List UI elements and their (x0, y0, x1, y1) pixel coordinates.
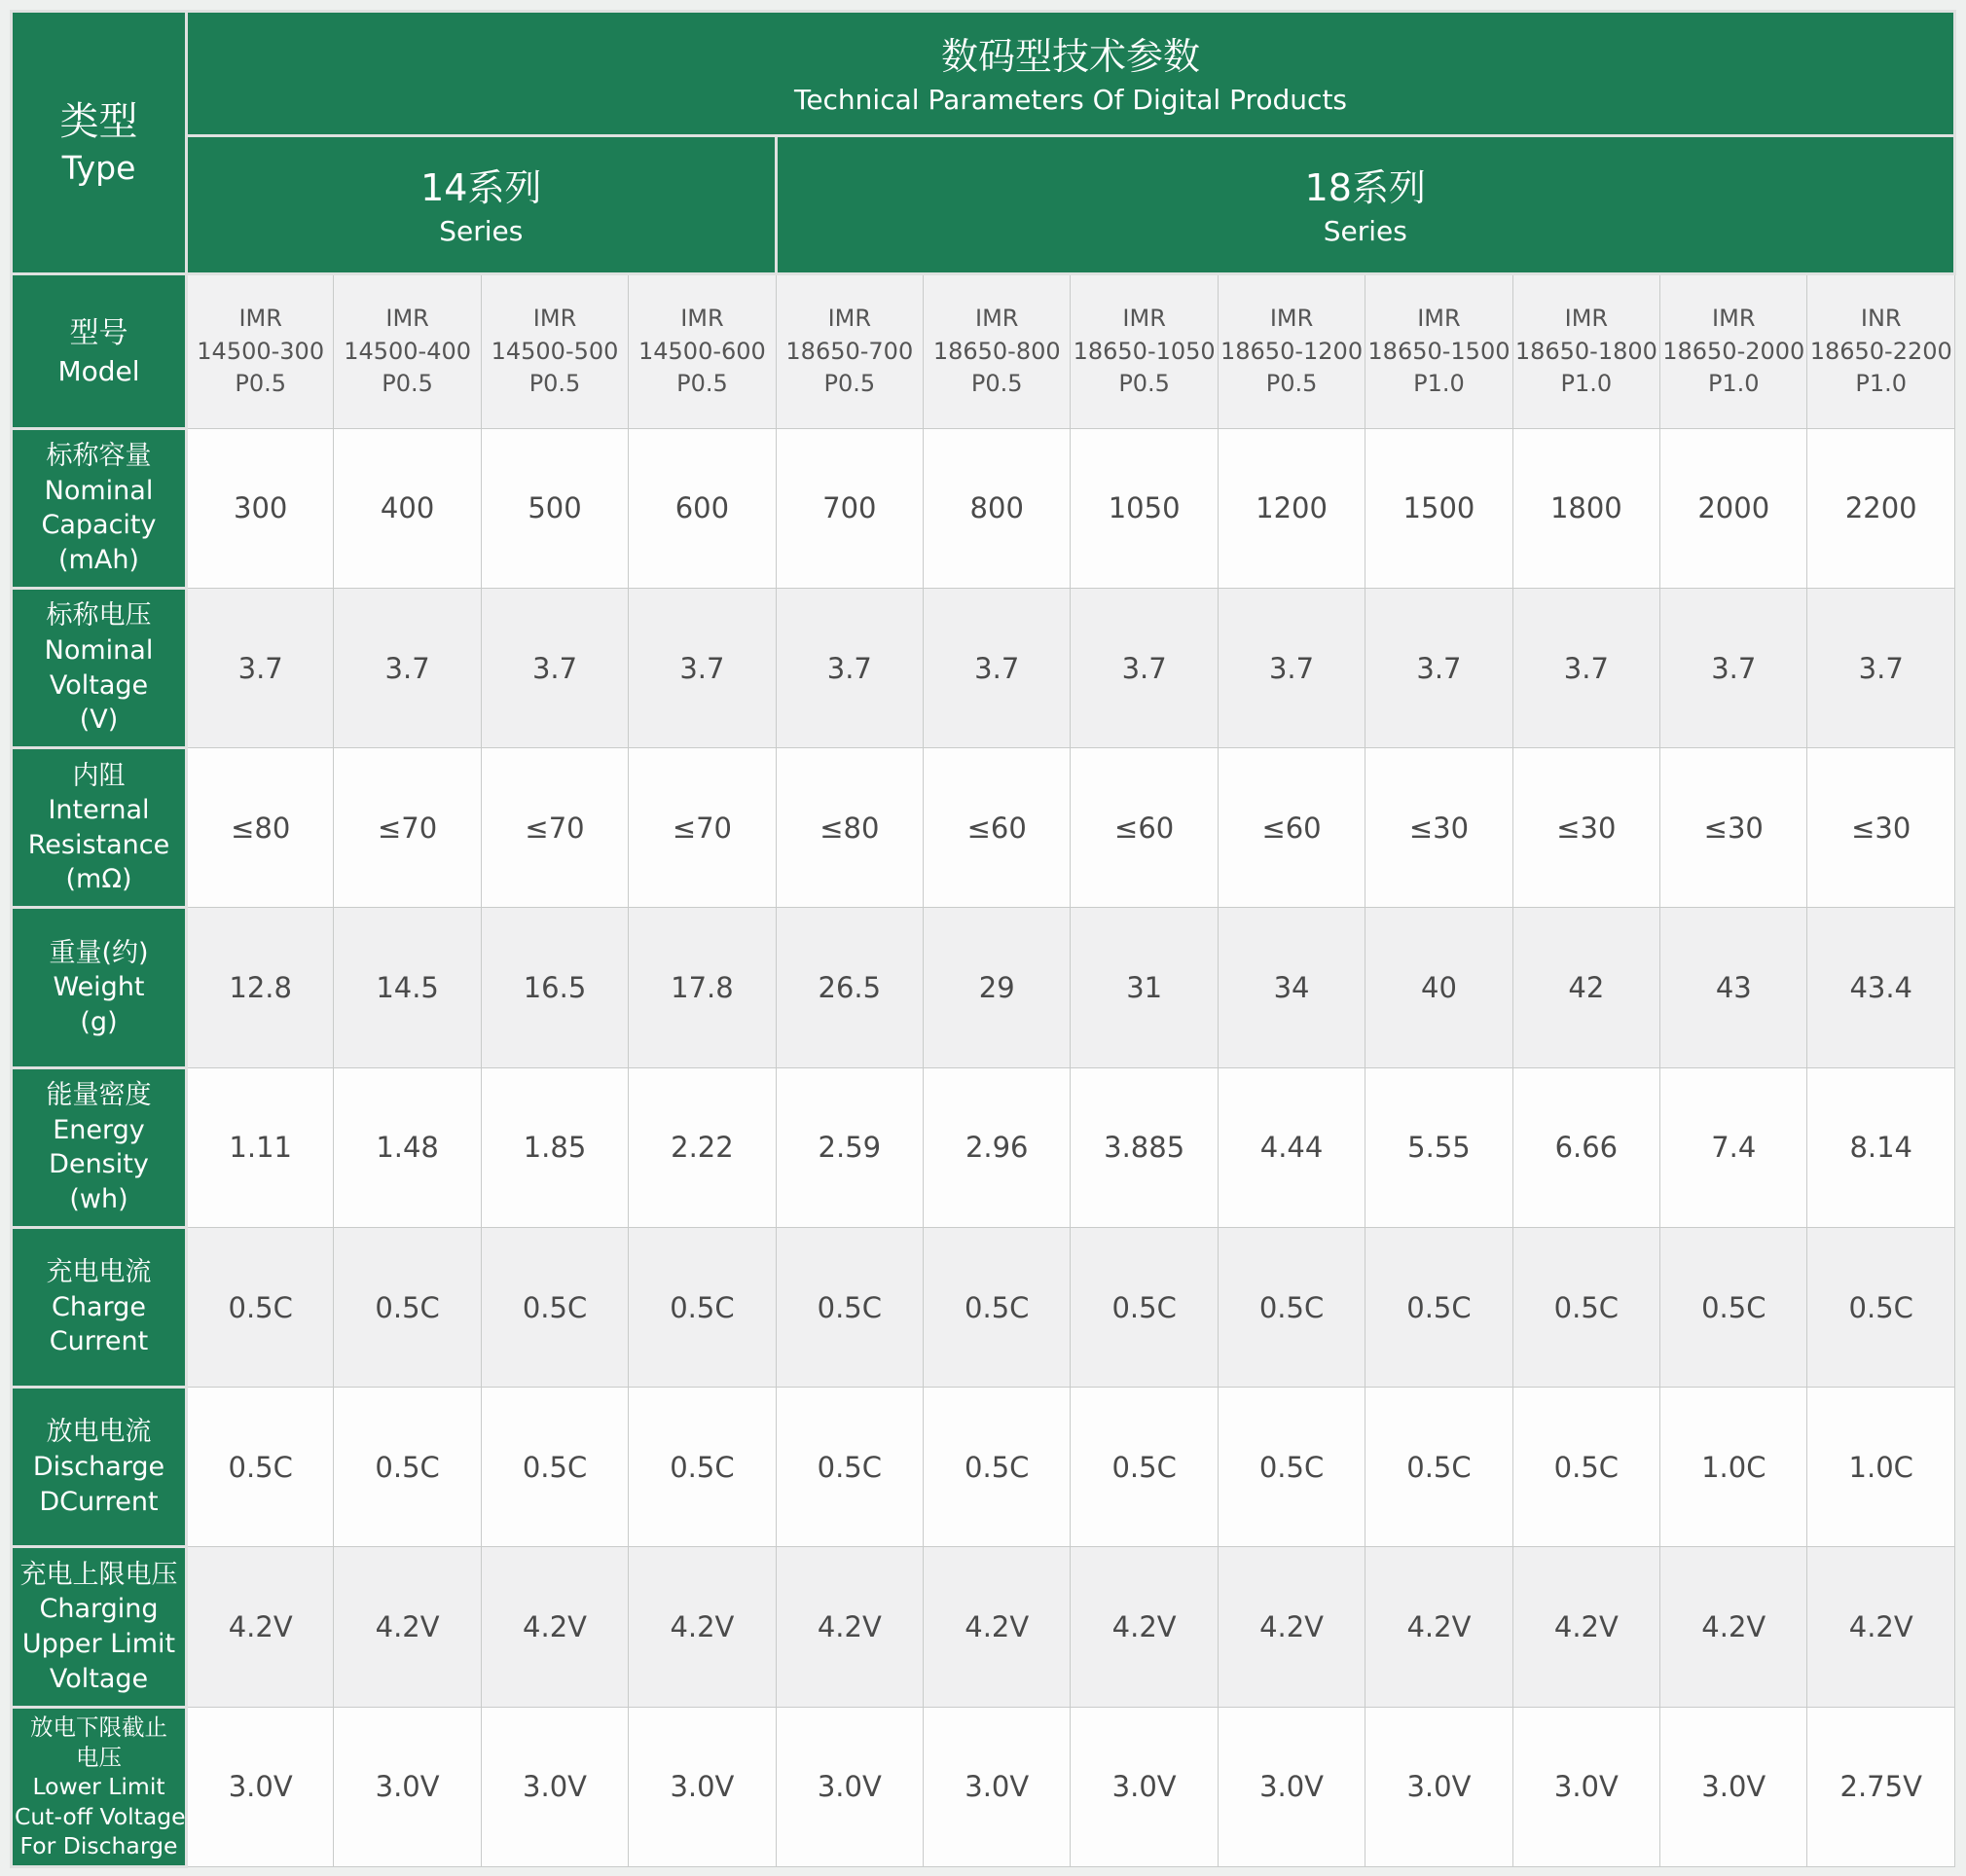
model-line: P0.5 (382, 370, 433, 398)
value-cell-charging-upper-limit-voltage: 4.2V (629, 1547, 776, 1707)
value-cell-weight: 31 (1071, 908, 1218, 1067)
row-header-line: 电压 (76, 1743, 122, 1771)
value-cell-charging-upper-limit-voltage: 4.2V (1660, 1547, 1807, 1707)
row-header-charge-current (12, 1227, 187, 1387)
value-cell-nominal-voltage: 3.7 (629, 588, 776, 747)
model-line: 18650-1200 (1220, 337, 1364, 365)
value-cell-discharge-current: 0.5C (1071, 1388, 1218, 1547)
row-header-line: 标称容量 (46, 441, 152, 472)
model-header-zh: 型号 (69, 316, 128, 351)
value-cell-weight: 34 (1218, 908, 1365, 1067)
value-cell-discharge-current: 0.5C (481, 1388, 628, 1547)
value-cell-nominal-capacity: 400 (334, 428, 481, 588)
row-header-line: Cut-off Voltage (15, 1802, 186, 1830)
model-line: P0.5 (970, 370, 1023, 398)
row-header-nominal-capacity (12, 428, 187, 588)
model-cell (629, 274, 776, 428)
model-cell (1071, 274, 1218, 428)
model-line: 14500-600 (638, 337, 766, 365)
value-cell-weight: 12.8 (187, 908, 334, 1067)
row-header-line: Energy (53, 1114, 145, 1145)
model-line: P1.0 (1855, 370, 1908, 398)
table-title-cell (187, 12, 1955, 136)
value-cell-internal-resistance: ≤60 (1071, 748, 1218, 908)
value-cell-energy-density: 8.14 (1807, 1067, 1955, 1227)
table-row-discharge-lower-cutoff-voltage (12, 1707, 1955, 1866)
value-cell-internal-resistance: ≤30 (1365, 748, 1512, 908)
value-cell-charging-upper-limit-voltage: 4.2V (334, 1547, 481, 1707)
model-line: 18650-800 (932, 337, 1061, 365)
value-cell-energy-density: 7.4 (1660, 1067, 1807, 1227)
model-line: P1.0 (1707, 370, 1760, 398)
value-cell-weight: 26.5 (776, 908, 923, 1067)
row-header-line: Voltage (49, 1663, 149, 1694)
value-cell-discharge-lower-cutoff-voltage: 3.0V (1365, 1707, 1512, 1866)
value-cell-charging-upper-limit-voltage: 4.2V (1218, 1547, 1365, 1707)
value-cell-charge-current: 0.5C (1365, 1227, 1512, 1387)
value-cell-nominal-capacity: 1800 (1512, 428, 1659, 588)
value-cell-charging-upper-limit-voltage: 4.2V (1512, 1547, 1659, 1707)
model-line: IMR (532, 305, 577, 333)
row-header-energy-density (12, 1067, 187, 1227)
value-cell-discharge-lower-cutoff-voltage: 3.0V (924, 1707, 1071, 1866)
model-line: 18650-700 (785, 337, 914, 365)
model-line: P0.5 (823, 370, 876, 398)
series-14-en: Series (439, 214, 524, 247)
row-header-line: 内阻 (72, 760, 126, 791)
row-header-line: For Discharge (19, 1832, 178, 1860)
value-cell-nominal-capacity: 700 (776, 428, 923, 588)
value-cell-charge-current: 0.5C (776, 1227, 923, 1387)
row-header-line: Current (49, 1326, 149, 1357)
value-cell-discharge-lower-cutoff-voltage: 3.0V (776, 1707, 923, 1866)
value-cell-nominal-capacity: 2000 (1660, 428, 1807, 588)
model-line: INR (1860, 305, 1902, 333)
table-row-nominal-voltage (12, 588, 1955, 747)
value-cell-nominal-capacity: 300 (187, 428, 334, 588)
value-cell-energy-density: 3.885 (1071, 1067, 1218, 1227)
value-cell-energy-density: 2.59 (776, 1067, 923, 1227)
model-line: IMR (827, 305, 872, 333)
series-14-zh: 14系列 (420, 165, 542, 209)
value-cell-discharge-current: 0.5C (1218, 1388, 1365, 1547)
row-header-line: 能量密度 (46, 1080, 152, 1111)
value-cell-nominal-voltage: 3.7 (1512, 588, 1659, 747)
value-cell-internal-resistance: ≤70 (481, 748, 628, 908)
model-cell (1660, 274, 1807, 428)
value-cell-discharge-current: 1.0C (1807, 1388, 1955, 1547)
row-header-line: 重量(约) (49, 937, 149, 968)
model-line: 18650-2200 (1809, 337, 1952, 365)
row-header-charging-upper-limit-voltage (12, 1547, 187, 1707)
value-cell-nominal-capacity: 1050 (1071, 428, 1218, 588)
model-cell (776, 274, 923, 428)
value-cell-internal-resistance: ≤60 (1218, 748, 1365, 908)
row-header-line: (V) (79, 704, 119, 736)
model-line: IMR (1269, 305, 1314, 333)
row-header-discharge-current (12, 1388, 187, 1547)
model-header-en: Model (57, 354, 140, 387)
table-row-weight (12, 908, 1955, 1067)
table-row-nominal-capacity (12, 428, 1955, 588)
model-line: 18650-1500 (1367, 337, 1511, 365)
value-cell-internal-resistance: ≤60 (924, 748, 1071, 908)
row-header-discharge-lower-cutoff-voltage (12, 1707, 187, 1866)
value-cell-nominal-capacity: 1500 (1365, 428, 1512, 588)
value-cell-discharge-current: 0.5C (924, 1388, 1071, 1547)
model-line: P0.5 (676, 370, 728, 398)
value-cell-nominal-voltage: 3.7 (481, 588, 628, 747)
value-cell-discharge-lower-cutoff-voltage: 3.0V (1660, 1707, 1807, 1866)
value-cell-discharge-lower-cutoff-voltage: 3.0V (1218, 1707, 1365, 1866)
value-cell-weight: 16.5 (481, 908, 628, 1067)
value-cell-discharge-lower-cutoff-voltage: 2.75V (1807, 1707, 1955, 1866)
row-header-line: (mΩ) (65, 864, 132, 895)
value-cell-discharge-lower-cutoff-voltage: 3.0V (629, 1707, 776, 1866)
row-header-line: Resistance (27, 829, 170, 860)
value-cell-energy-density: 1.48 (334, 1067, 481, 1227)
value-cell-internal-resistance: ≤70 (334, 748, 481, 908)
series-18-en: Series (1323, 214, 1407, 247)
value-cell-discharge-current: 0.5C (187, 1388, 334, 1547)
row-header-line: Weight (53, 972, 145, 1003)
value-cell-energy-density: 4.44 (1218, 1067, 1365, 1227)
model-cell (924, 274, 1071, 428)
spec-table (10, 10, 1956, 1868)
value-cell-nominal-voltage: 3.7 (187, 588, 334, 747)
model-row (12, 274, 1955, 428)
row-header-line: (mAh) (58, 544, 139, 575)
value-cell-discharge-lower-cutoff-voltage: 3.0V (481, 1707, 628, 1866)
model-line: 14500-300 (197, 337, 325, 365)
type-header-en: Type (61, 149, 136, 188)
series-14-header (187, 136, 777, 274)
row-header-line: Discharge (32, 1451, 165, 1482)
value-cell-charge-current: 0.5C (1218, 1227, 1365, 1387)
model-line: IMR (238, 305, 282, 333)
value-cell-charging-upper-limit-voltage: 4.2V (481, 1547, 628, 1707)
row-header-line: Nominal (44, 475, 154, 506)
row-header-line: (wh) (69, 1183, 128, 1214)
value-cell-charge-current: 0.5C (1512, 1227, 1659, 1387)
model-cell (481, 274, 628, 428)
value-cell-energy-density: 2.96 (924, 1067, 1071, 1227)
value-cell-discharge-current: 0.5C (1512, 1388, 1659, 1547)
model-line: IMR (1712, 305, 1756, 333)
value-cell-discharge-current: 0.5C (629, 1388, 776, 1547)
value-cell-charging-upper-limit-voltage: 4.2V (1365, 1547, 1512, 1707)
value-cell-charging-upper-limit-voltage: 4.2V (924, 1547, 1071, 1707)
value-cell-charge-current: 0.5C (1071, 1227, 1218, 1387)
value-cell-energy-density: 5.55 (1365, 1067, 1512, 1227)
model-line: IMR (975, 305, 1019, 333)
row-header-line: 放电下限截止 (30, 1713, 167, 1741)
row-header-line: Voltage (49, 669, 149, 701)
model-line: P1.0 (1560, 370, 1613, 398)
value-cell-discharge-lower-cutoff-voltage: 3.0V (1071, 1707, 1218, 1866)
row-header-line: DCurrent (39, 1486, 159, 1517)
value-cell-nominal-voltage: 3.7 (1807, 588, 1955, 747)
value-cell-energy-density: 6.66 (1512, 1067, 1659, 1227)
model-line: IMR (1417, 305, 1461, 333)
value-cell-weight: 17.8 (629, 908, 776, 1067)
table-row-internal-resistance (12, 748, 1955, 908)
table-row-charge-current (12, 1227, 1955, 1387)
model-cell (1807, 274, 1955, 428)
value-cell-discharge-current: 0.5C (1365, 1388, 1512, 1547)
model-cell (334, 274, 481, 428)
model-line: 14500-400 (344, 337, 472, 365)
value-cell-nominal-capacity: 2200 (1807, 428, 1955, 588)
model-line: IMR (385, 305, 429, 333)
value-cell-nominal-voltage: 3.7 (924, 588, 1071, 747)
value-cell-nominal-voltage: 3.7 (776, 588, 923, 747)
value-cell-internal-resistance: ≤80 (187, 748, 334, 908)
row-header-line: 充电上限电压 (19, 1559, 178, 1590)
model-line: IMR (680, 305, 724, 333)
model-line: 14500-500 (491, 337, 619, 365)
value-cell-nominal-voltage: 3.7 (1071, 588, 1218, 747)
model-line: P0.5 (235, 370, 287, 398)
value-cell-discharge-current: 1.0C (1660, 1388, 1807, 1547)
model-line: 18650-1800 (1514, 337, 1657, 365)
model-header-cell (12, 274, 187, 428)
type-header-zh: 类型 (59, 99, 138, 145)
table-row-energy-density (12, 1067, 1955, 1227)
value-cell-nominal-voltage: 3.7 (1218, 588, 1365, 747)
value-cell-weight: 29 (924, 908, 1071, 1067)
model-line: 18650-2000 (1662, 337, 1805, 365)
row-header-line: Nominal (44, 634, 154, 666)
table-row-discharge-current (12, 1388, 1955, 1547)
value-cell-nominal-voltage: 3.7 (1660, 588, 1807, 747)
value-cell-charging-upper-limit-voltage: 4.2V (1807, 1547, 1955, 1707)
value-cell-internal-resistance: ≤30 (1807, 748, 1955, 908)
value-cell-discharge-lower-cutoff-voltage: 3.0V (187, 1707, 334, 1866)
value-cell-energy-density: 1.11 (187, 1067, 334, 1227)
value-cell-internal-resistance: ≤30 (1660, 748, 1807, 908)
table-title-zh: 数码型技术参数 (940, 34, 1200, 78)
series-18-header (776, 136, 1954, 274)
row-header-line: 标称电压 (46, 600, 152, 631)
model-line: IMR (1122, 305, 1166, 333)
row-header-line: Capacity (41, 510, 157, 541)
value-cell-weight: 42 (1512, 908, 1659, 1067)
value-cell-internal-resistance: ≤80 (776, 748, 923, 908)
value-cell-internal-resistance: ≤70 (629, 748, 776, 908)
model-line: 18650-1050 (1073, 337, 1216, 365)
row-header-line: Internal (48, 795, 150, 826)
value-cell-energy-density: 1.85 (481, 1067, 628, 1227)
table-row-charging-upper-limit-voltage (12, 1547, 1955, 1707)
model-line: P1.0 (1413, 370, 1465, 398)
row-header-line: Charge (52, 1291, 146, 1322)
value-cell-charge-current: 0.5C (1807, 1227, 1955, 1387)
row-header-line: Charging (39, 1594, 159, 1625)
model-cell (1365, 274, 1512, 428)
model-line: P0.5 (1118, 370, 1170, 398)
value-cell-charging-upper-limit-voltage: 4.2V (1071, 1547, 1218, 1707)
table-title-en: Technical Parameters Of Digital Products (793, 83, 1348, 116)
model-cell (1512, 274, 1659, 428)
value-cell-discharge-lower-cutoff-voltage: 3.0V (334, 1707, 481, 1866)
value-cell-weight: 43.4 (1807, 908, 1955, 1067)
row-header-line: Density (49, 1149, 149, 1180)
value-cell-weight: 14.5 (334, 908, 481, 1067)
value-cell-nominal-capacity: 600 (629, 428, 776, 588)
value-cell-charge-current: 0.5C (187, 1227, 334, 1387)
model-line: IMR (1564, 305, 1609, 333)
row-header-line: 放电电流 (46, 1417, 152, 1448)
series-18-zh: 18系列 (1304, 165, 1426, 209)
value-cell-discharge-lower-cutoff-voltage: 3.0V (1512, 1707, 1659, 1866)
model-line: P0.5 (528, 370, 581, 398)
value-cell-nominal-voltage: 3.7 (1365, 588, 1512, 747)
value-cell-charge-current: 0.5C (924, 1227, 1071, 1387)
value-cell-weight: 43 (1660, 908, 1807, 1067)
row-header-nominal-voltage (12, 588, 187, 747)
value-cell-charge-current: 0.5C (1660, 1227, 1807, 1387)
row-header-line: Upper Limit (21, 1629, 176, 1660)
row-header-line: (g) (80, 1006, 118, 1037)
value-cell-internal-resistance: ≤30 (1512, 748, 1659, 908)
value-cell-charging-upper-limit-voltage: 4.2V (187, 1547, 334, 1707)
type-header-cell (12, 12, 187, 274)
model-cell (187, 274, 334, 428)
model-cell (1218, 274, 1365, 428)
row-header-weight (12, 908, 187, 1067)
value-cell-energy-density: 2.22 (629, 1067, 776, 1227)
value-cell-discharge-current: 0.5C (776, 1388, 923, 1547)
value-cell-charging-upper-limit-voltage: 4.2V (776, 1547, 923, 1707)
row-header-line: 充电电流 (46, 1257, 152, 1288)
value-cell-discharge-current: 0.5C (334, 1388, 481, 1547)
model-line: P0.5 (1265, 370, 1318, 398)
value-cell-nominal-capacity: 500 (481, 428, 628, 588)
value-cell-charge-current: 0.5C (481, 1227, 628, 1387)
value-cell-nominal-capacity: 800 (924, 428, 1071, 588)
value-cell-charge-current: 0.5C (629, 1227, 776, 1387)
value-cell-charge-current: 0.5C (334, 1227, 481, 1387)
row-header-internal-resistance (12, 748, 187, 908)
value-cell-nominal-capacity: 1200 (1218, 428, 1365, 588)
value-cell-weight: 40 (1365, 908, 1512, 1067)
row-header-line: Lower Limit (32, 1773, 165, 1801)
value-cell-nominal-voltage: 3.7 (334, 588, 481, 747)
